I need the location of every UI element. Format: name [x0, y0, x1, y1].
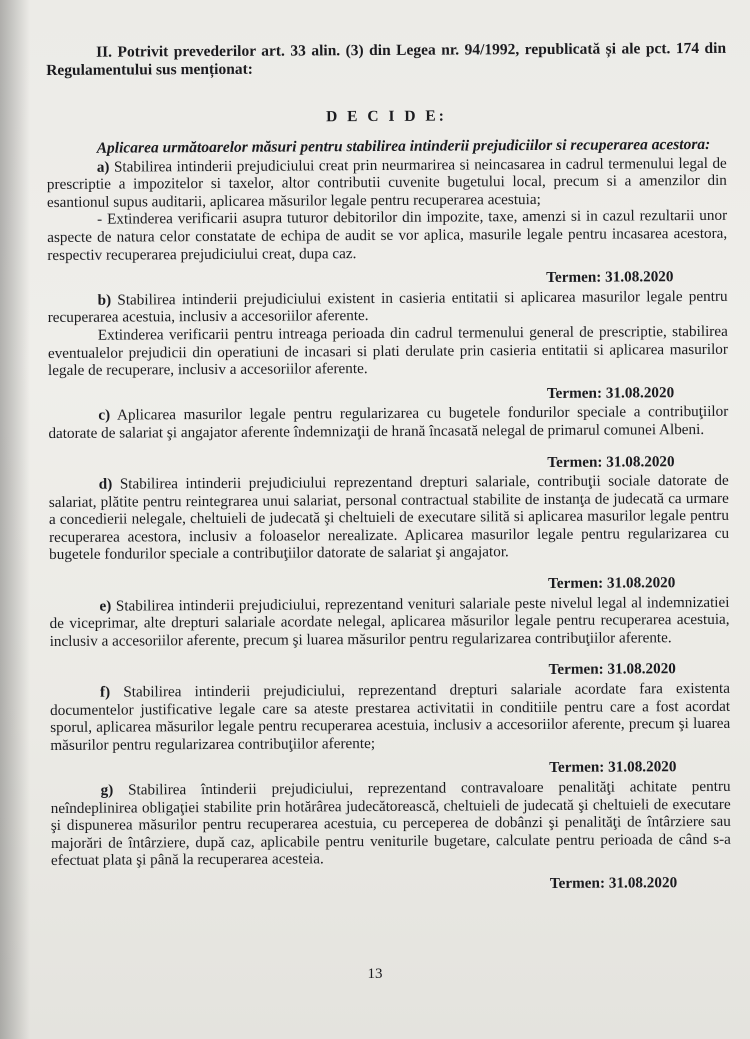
section-b-deadline: Termen: 31.08.2020 — [546, 383, 675, 402]
section-text: Stabilirea intinderii prejudiciului, reprezentand venituri salariale peste nivelul legal al indemnizatiei de viceprimar, alte drepturi salariale acordate nelegal, aplicarea măsurilor legale pentru recuperarea acestuia, inclusiv a accesoriilor aferente, precum şi luarea măsurilor pentru regularizarea contribuţiilor aferente. — [49, 593, 730, 650]
section-text: Aplicarea masurilor legale pentru regularizarea cu bugetele fondurilor speciale a contribuţiilor datorate de salariat şi angajator aferente îndemnizaţii de hrană încasată nelegal de primarul comunei Albeni. — [48, 403, 729, 442]
section-letter: c) — [98, 406, 111, 424]
document-body — [46, 34, 731, 898]
section-d-paragraph-1 — [49, 472, 730, 564]
section-letter: f) — [99, 683, 111, 701]
section-e — [49, 593, 730, 682]
section-text: Stabilirea intinderii prejudiciului existent in casieria entitatii si aplicarea masurilor legale pentru recuperarea acestuia, inclusiv a accesoriilor aferente. — [47, 287, 728, 327]
section-letter: g) — [100, 781, 114, 799]
section-f-paragraph-1 — [50, 680, 730, 755]
section-b-paragraph-1 — [48, 288, 728, 327]
section-text: Stabilirea intinderii prejudiciului, reprezentand drepturi salariale acordate fara existenta documentelor justificative legale care sa ateste prestarea activitatii in conditiile pentru care a fost acordat sporul, aplicarea măsurilor legale pentru recuperarea acestuia, inclusiv a accesoriilor aferente, precum şi luarea măsurilor pentru regularizarea contribuţiilor aferente; — [50, 679, 731, 754]
section-text: Stabilirea întinderii prejudiciului, reprezentand contravaloare penalităţi achitate pentru neîndeplinirea obligaţiei stabilite prin hotărârea judecătorească, cheltuieli de judecată şi cheltuieli de executare şi dispunerea măsurilor pentru recuperarea acestuia, cu perceperea de dobânzi şi penalităţi de întârziere sau majorări de întârziere, după caz, aplicabile pentru veniturile bugetare, calculate pentru perioada de când s-a efectuat plata şi până la recuperarea acesteia. — [50, 777, 731, 870]
section-b — [48, 288, 729, 406]
section-d-deadline: Termen: 31.08.2020 — [548, 574, 676, 593]
section-c — [48, 403, 728, 474]
section-c-deadline: Termen: 31.08.2020 — [547, 452, 675, 471]
section-g — [51, 778, 732, 896]
section-e-paragraph-1 — [49, 593, 729, 650]
measures-heading: Aplicarea următoarelor măsuri pentru stabilirea intinderii prejudiciilor si recuperarea acestora: — [96, 135, 711, 157]
section-text: Stabilirea intinderii prejudiciului reprezentand drepturi salariale, contribuţii sociale datorate de salariat, plătite pentru reintegrarea unui salariat, personal contractual stabilite de instanţa de judecată ca urmare a concedierii nelegale, cheltuieli de judecată şi cheltuieli de executare silită si aplicarea masurilor legale pentru recuperarea acestora, inclusiv a foloaselor nerealizate. Aplicarea masurilor legale pentru regularizarea cu bugetele fondurilor speciale a contribuţiilor datorate de salariat şi angajator. — [48, 471, 730, 564]
section-letter: a) — [96, 158, 110, 176]
intro-paragraph: II. Potrivit prevederilor art. 33 alin. (3) din Legea nr. 94/1992, republicată și ale pct. 174 din Regulamentului sus menționat: — [46, 39, 727, 79]
section-a-deadline: Termen: 31.08.2020 — [546, 268, 674, 287]
section-d — [49, 472, 730, 596]
decide-heading: D E C I D E: — [326, 107, 447, 126]
section-letter: b) — [97, 291, 112, 309]
section-f-deadline: Termen: 31.08.2020 — [549, 758, 677, 777]
page-number: 13 — [367, 966, 383, 982]
section-a-paragraph-2: - Extinderea verificarii asupra tuturor debitorilor din impozite, taxe, amenzi si in cazul rezultarii unor aspecte de natura celor constatate de echipa de audit se vor aplica, masurile legale pentru incasarea acestora, respectiv recuperarea prejudiciului creat, dupa caz. — [47, 207, 728, 264]
section-text: Stabilirea intinderii prejudiciului creat prin neurmarirea si neincasarea in cadrul termenului legal de prescriptie a impozitelor si taxelor, altor contributii cuvenite bugetului local, precum si a amenzilor din esantionul supus auditarii, aplicarea măsurilor legale pentru recuperarea acestuia; — [46, 154, 727, 211]
section-letter: d) — [98, 475, 113, 493]
section-g-deadline: Termen: 31.08.2020 — [549, 874, 678, 892]
section-a-paragraph-1 — [47, 154, 727, 211]
section-a — [47, 154, 728, 289]
section-e-deadline: Termen: 31.08.2020 — [548, 660, 676, 679]
section-g-paragraph-1 — [51, 778, 732, 870]
section-b-paragraph-2: Extinderea verificarii pentru intreaga perioada din cadrul termenului general de prescriptie, stabilirea eventualelor prejudicii din operatiuni de incasari si plati derulate prin casieria entitatii si aplicarea masurilor legale de recuperare, inclusiv a accesoriilor aferente. — [47, 322, 728, 380]
section-c-paragraph-1 — [48, 403, 728, 442]
section-letter: e) — [99, 597, 112, 615]
section-f — [50, 680, 731, 780]
